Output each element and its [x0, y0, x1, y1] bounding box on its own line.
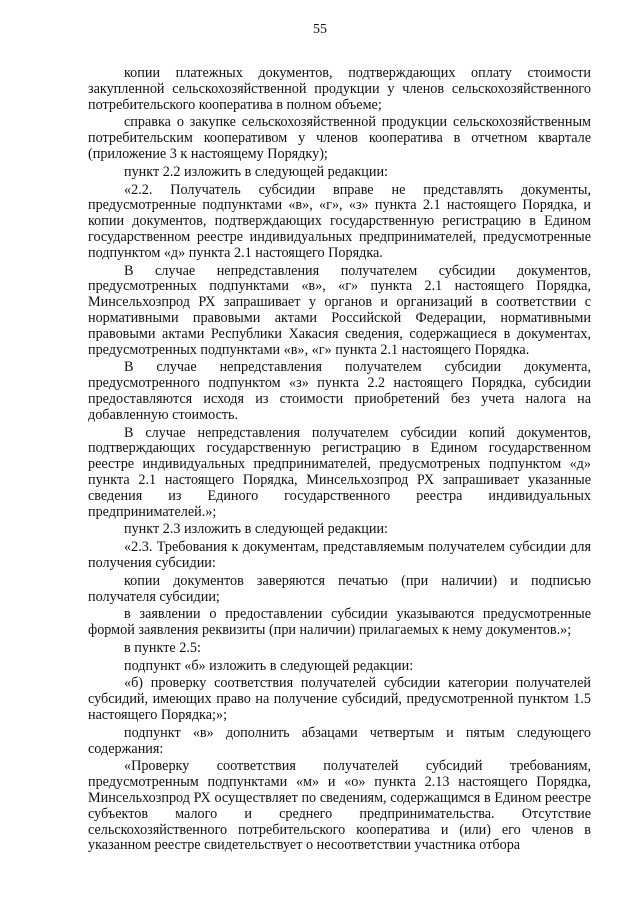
paragraph: пункт 2.3 изложить в следующей редакции:	[124, 521, 388, 538]
paragraph: «2.2. Получатель субсидии вправе не представлять документы, предусмотренные подпунктами «в», «г», «з» пункта 2.1 настоящего Порядка, и копии документов, подтверждающих государственную регистрацию в Едином государственном реестре индивидуальных предпринимателей, предусмотренные подпунктом «д» пункта 2.1 настоящего Порядка.	[88, 181, 591, 261]
paragraph: «Проверку соответствия получателей субсидий требованиям, предусмотренным подпунктами «м» и «о» пункта 2.13 настоящего Порядка, Минсельхозпрод РХ осуществляет по сведениям, содержащимся в Едином реестре субъектов малого и среднего предпринимательства. Отсутствие сельскохозяйственного потребительского кооператива и (или) его членов в указанном реестре свидетельствует о несоответствии участника отбора	[88, 758, 591, 854]
paragraph: в заявлении о предоставлении субсидии указываются предусмотренные формой заявления реквизиты (при наличии) прилагаемых к нему документов.»;	[88, 606, 591, 639]
paragraph: пункт 2.2 изложить в следующей редакции:	[124, 163, 388, 180]
paragraph: В случае непредставления получателем субсидии документа, предусмотренного подпунктом «з» пункта 2.2 настоящего Порядка, субсидии предоставляются исходя из стоимости приобретений без учета налога на добавленную стоимость.	[88, 359, 591, 423]
paragraph: в пункте 2.5:	[124, 639, 201, 656]
paragraph: «2.3. Требования к документам, представляемым получателем субсидии для получения субсидии:	[88, 539, 591, 571]
paragraph: копии документов заверяются печатью (при наличии) и подписью получателя субсидии;	[88, 572, 591, 605]
paragraph: подпункт «в» дополнить абзацами четвертым и пятым следующего содержания:	[88, 724, 591, 757]
paragraph: «б) проверку соответствия получателей субсидии категории получателей субсидий, имеющих право на получение субсидий, предусмотренной пунктом 1.5 настоящего Порядка;»;	[88, 675, 591, 724]
paragraph: копии платежных документов, подтверждающих оплату стоимости закупленной сельскохозяйственной продукции у членов сельскохозяйственного потребительского кооператива в полном объеме;	[88, 65, 591, 113]
paragraph: подпункт «б» изложить в следующей редакции:	[124, 657, 414, 674]
paragraph: справка о закупке сельскохозяйственной продукции сельскохозяйственным потребительским кооперативом у членов кооператива в отчетном квартале (приложение 3 к настоящему Порядку);	[88, 114, 591, 162]
paragraph: В случае непредставления получателем субсидии копий документов, подтверждающих государственную регистрацию в Едином государственном реестре индивидуальных предпринимателей, предусмотреных подпунктом «д» пункта 2.1 настоящего Порядка, Минсельхозпрод РХ запрашивает указанные сведения из Единого государственного реестра индивидуальных предпринимателей.»;	[88, 424, 591, 520]
document-body	[88, 66, 591, 854]
page-number: 55	[313, 22, 327, 37]
paragraph: В случае непредставления получателем субсидии документов, предусмотренных подпунктами «в», «г» пункта 2.1 настоящего Порядка, Минсельхозпрод РХ запрашивает у органов и организаций в соответствии с нормативными правовыми актами Российской Федерации, нормативными правовыми актами Республики Хакасия сведения, содержащиеся в документах, предусмотренных подпунктами «в», «г» пункта 2.1 настоящего Порядка.	[88, 262, 591, 358]
